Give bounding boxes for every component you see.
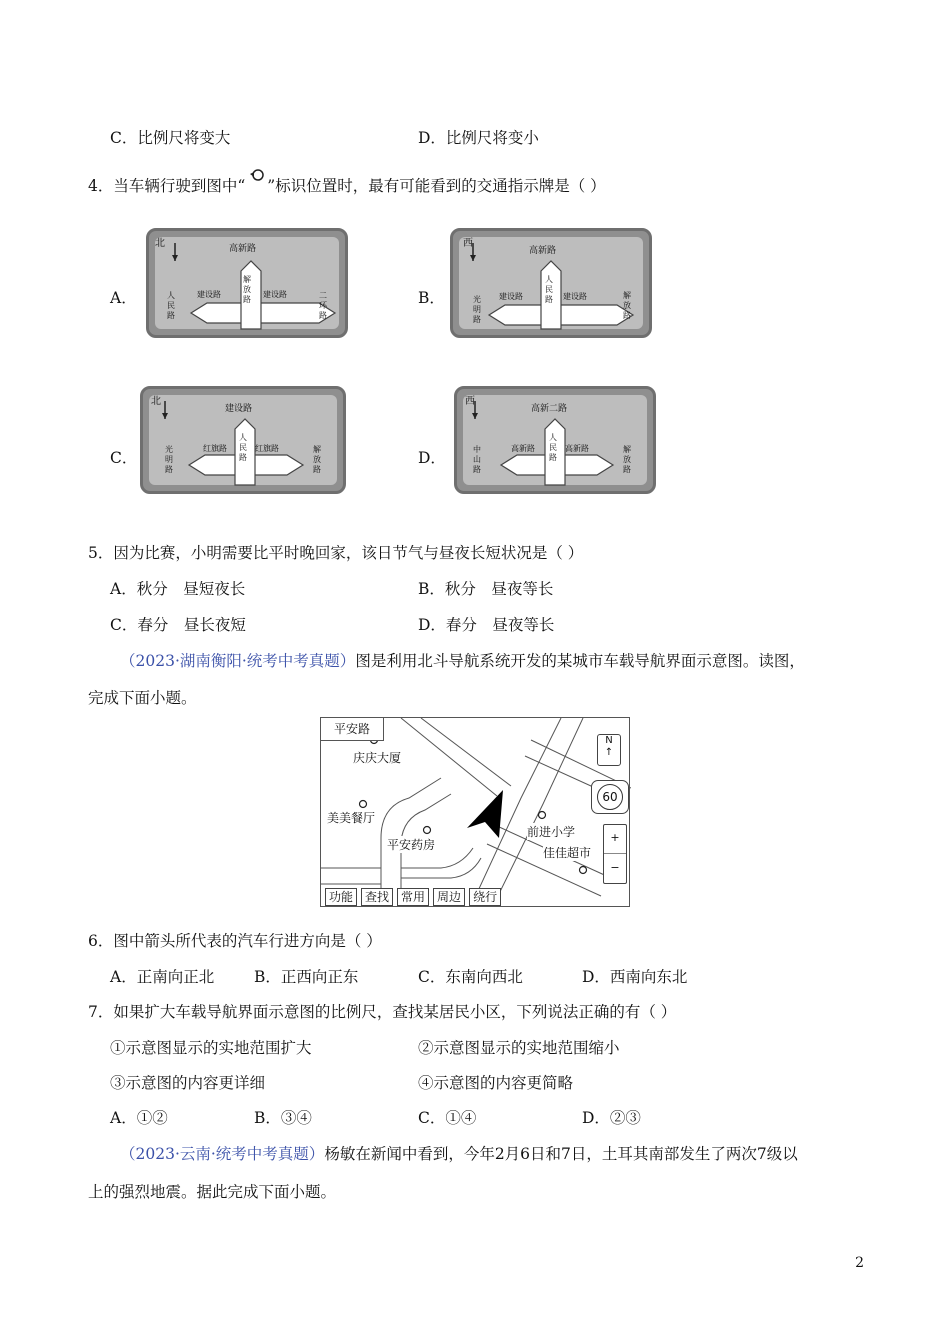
q7-option-b: B．③④	[254, 1109, 312, 1127]
intro-hengyang-line2: 完成下面小题。	[88, 689, 197, 707]
q6-option-c: C．东南向西北	[418, 968, 523, 986]
q4-label-c: C．	[110, 449, 138, 467]
q4-label-d: D．	[418, 449, 446, 467]
function-button[interactable]: 功能	[325, 888, 357, 906]
intro-yunnan-line2: 上的强烈地震。据此完成下面小题。	[88, 1183, 337, 1201]
q5-option-a: A．秋分 昼短夜长	[110, 580, 246, 598]
traffic-sign-c: 北 建设路 人民路 红旗路 红旗路 光明路 解放路	[140, 386, 346, 494]
q5-option-c: C．春分 昼长夜短	[110, 616, 246, 634]
traffic-sign-d: 西 高新二路 人民路 高新路 高新路 中山路 解放路	[454, 386, 656, 494]
search-button[interactable]: 查找	[361, 888, 393, 906]
q5-option-b: B．秋分 昼夜等长	[418, 580, 554, 598]
q3-option-c: C．比例尺将变大	[110, 129, 231, 147]
q7-option-a: A．①②	[110, 1109, 168, 1127]
speed-limit-badge: 60	[591, 780, 629, 814]
zoom-out-button[interactable]: −	[610, 861, 620, 874]
q6-option-d: D．西南向东北	[582, 968, 688, 986]
q6-option-a: A．正南向正北	[110, 968, 215, 986]
q7-option-d: D．②③	[582, 1109, 641, 1127]
q4-label-a: A．	[110, 289, 137, 307]
place-jiajia: 佳佳超市	[543, 846, 592, 860]
place-qingqing: 庆庆大厦	[353, 751, 402, 765]
traffic-sign-a: 北 高新路 解放路 建设路 建设路 人民路 二环路	[146, 228, 348, 338]
q5-stem: 5．因为比赛，小明需要比平时晚回家，该日节气与昼夜长短状况是（ ）	[88, 544, 584, 562]
q6-stem: 6．图中箭头所代表的汽车行进方向是（ ）	[88, 932, 382, 950]
q3-option-d: D．比例尺将变小	[418, 129, 539, 147]
intro-yunnan: （2023·云南·统考中考真题）杨敏在新闻中看到，今年2月6日和7日，土耳其南部发生了两次7级以	[120, 1145, 798, 1163]
q5-option-d: D．春分 昼夜等长	[418, 616, 555, 634]
traffic-sign-b: 西 高新路 人民路 建设路 建设路 光明路 解放路	[450, 228, 652, 338]
road-name-label: 平安路	[321, 718, 384, 741]
compass-icon: N ↑	[597, 734, 621, 766]
place-meimei: 美美餐厅	[327, 811, 376, 825]
place-pingan: 平安药房	[387, 838, 436, 852]
q7-statement-2: ②示意图显示的实地范围缩小	[418, 1039, 620, 1057]
q4-stem: 4．当车辆行驶到图中“ ”标识位置时，最有可能看到的交通指示牌是（ ）	[88, 176, 606, 196]
q6-option-b: B．正西向正东	[254, 968, 359, 986]
nav-button-bar	[325, 888, 501, 906]
frequent-button[interactable]: 常用	[397, 888, 429, 906]
q7-statement-3: ③示意图的内容更详细	[110, 1074, 266, 1092]
q4-label-b: B．	[418, 289, 445, 307]
detour-button[interactable]: 绕行	[469, 888, 501, 906]
nearby-button[interactable]: 周边	[433, 888, 465, 906]
car-arrow-icon	[467, 790, 503, 838]
q7-statement-1: ①示意图显示的实地范围扩大	[110, 1039, 312, 1057]
q7-stem: 7．如果扩大车载导航界面示意图的比例尺，查找某居民小区，下列说法正确的有（ ）	[88, 1003, 677, 1021]
q7-statement-4: ④示意图的内容更简略	[418, 1074, 574, 1092]
intro-hengyang: （2023·湖南衡阳·统考中考真题）图是利用北斗导航系统开发的某城市车载导航界面示意图。读图，	[120, 652, 805, 670]
zoom-in-button[interactable]: +	[604, 825, 626, 854]
place-qianjin: 前进小学	[527, 825, 576, 839]
marker-icon	[245, 180, 267, 194]
q7-option-c: C．①④	[418, 1109, 477, 1127]
navigation-map	[320, 717, 630, 907]
zoom-control[interactable]	[603, 824, 627, 884]
page-number: 2	[855, 1255, 864, 1271]
